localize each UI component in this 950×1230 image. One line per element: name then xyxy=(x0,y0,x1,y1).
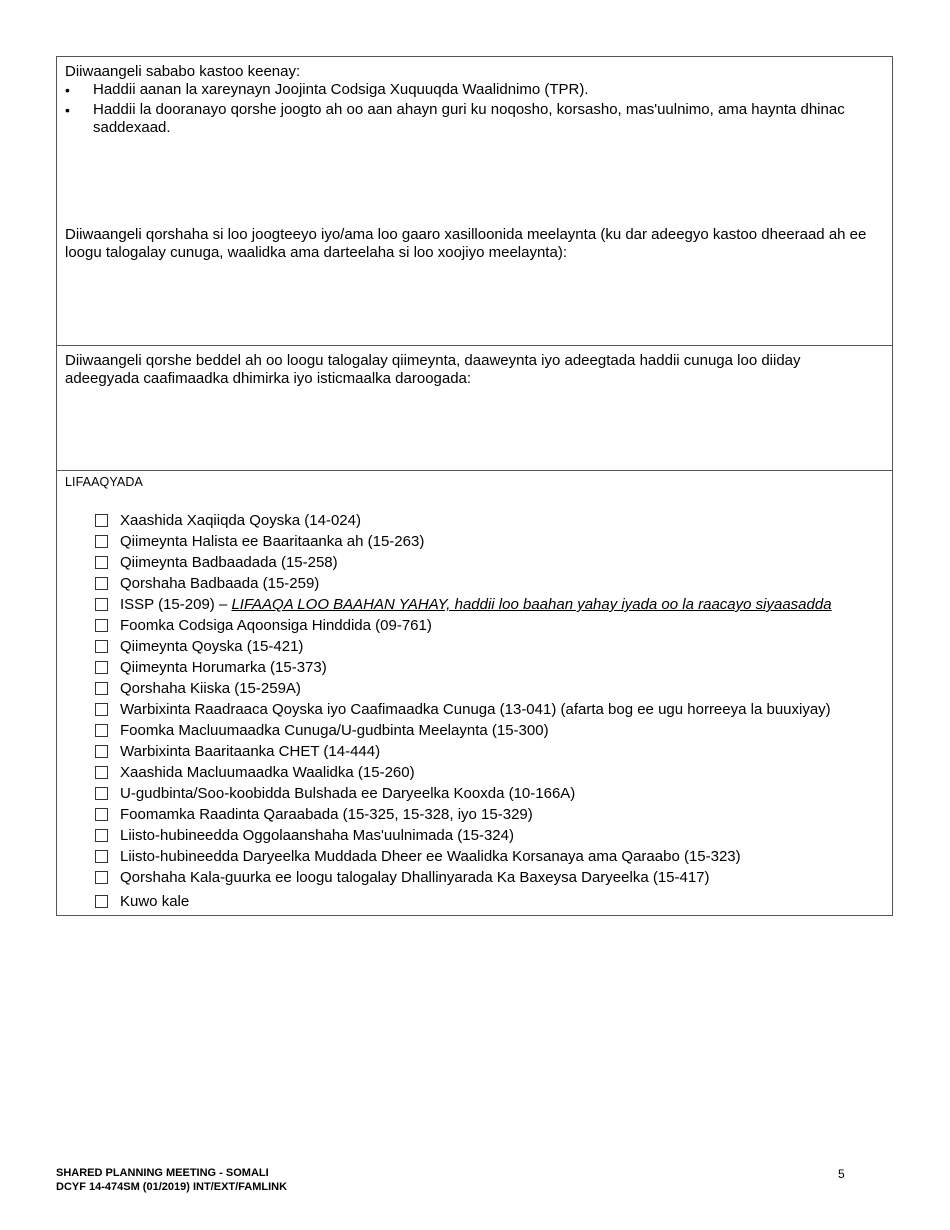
list-item: Xaashida Xaqiiqda Qoyska (14-024) xyxy=(95,510,832,531)
list-item: Foomamka Raadinta Qaraabada (15-325, 15-328, iyo 15-329) xyxy=(95,804,832,825)
list-item: Qorshaha Kiiska (15-259A) xyxy=(95,678,832,699)
checkbox[interactable] xyxy=(95,661,108,674)
attachments-section xyxy=(57,470,892,915)
checkbox[interactable] xyxy=(95,577,108,590)
page-number: 5 xyxy=(838,1167,845,1181)
checkbox[interactable] xyxy=(95,556,108,569)
checkbox[interactable] xyxy=(95,766,108,779)
checkbox[interactable] xyxy=(95,703,108,716)
list-item: Qorshaha Kala-guurka ee loogu talogalay Dhallinyarada Ka Baxeysa Daryeelka (15-417) xyxy=(95,867,832,888)
list-item: Qiimeynta Horumarka (15-373) xyxy=(95,657,832,678)
checkbox[interactable] xyxy=(95,535,108,548)
checkbox[interactable] xyxy=(95,850,108,863)
list-item-other: Kuwo kale xyxy=(95,891,832,912)
footer-form-title: SHARED PLANNING MEETING - SOMALI xyxy=(56,1167,269,1179)
checkbox[interactable] xyxy=(95,724,108,737)
checkbox[interactable] xyxy=(95,808,108,821)
list-item: Qiimeynta Qoyska (15-421) xyxy=(95,636,832,657)
list-item: Warbixinta Baaritaanka CHET (14-444) xyxy=(95,741,832,762)
attachments-list xyxy=(95,510,832,912)
list-item: Warbixinta Raadraaca Qoyska iyo Caafimaadka Cunuga (13-041) (afarta bog ee ugu horreeya la buuxiyay) xyxy=(95,699,832,720)
alternate-plan-input-area[interactable] xyxy=(57,392,892,468)
list-item: U-gudbinta/Soo-koobidda Bulshada ee Daryeelka Kooxda (10-166A) xyxy=(95,783,832,804)
checkbox[interactable] xyxy=(95,598,108,611)
checkbox[interactable] xyxy=(95,787,108,800)
list-item: Qorshaha Badbaada (15-259) xyxy=(95,573,832,594)
checkbox[interactable] xyxy=(95,895,108,908)
list-item: Foomka Macluumaadka Cunuga/U-gudbinta Meelaynta (15-300) xyxy=(95,720,832,741)
footer-form-info xyxy=(56,1166,287,1194)
bullet-icon: • xyxy=(65,82,70,98)
checkbox[interactable] xyxy=(95,619,108,632)
list-item: Qiimeynta Badbaadada (15-258) xyxy=(95,552,832,573)
checkbox[interactable] xyxy=(95,829,108,842)
issp-required-note: LIFAAQA LOO BAAHAN YAHAY, haddii loo baahan yahay iyada oo la raacayo siyaasadda xyxy=(231,596,832,613)
alternate-plan-heading: Diiwaangeli qorshe beddel ah oo loogu talogalay qiimeynta, daaweynta iyo adeegtada haddii cunuga loo diiday adeegyada caafimaadka dhimirka iyo isticmaalka daroogada: xyxy=(65,352,801,387)
checkbox[interactable] xyxy=(95,745,108,758)
stability-plan-input-area[interactable] xyxy=(57,267,892,343)
stability-plan-heading: Diiwaangeli qorshaha si loo joogteeyo iyo/ama loo gaaro xasilloonida meelaynta (ku dar adeegyo kastoo dheeraad ah ee loogu talogalay cunuga, waalidka ama darteelaha si loo xoojiyo meelaynta): xyxy=(65,226,867,261)
checkbox[interactable] xyxy=(95,682,108,695)
list-item: Liisto-hubineedda Oggolaanshaha Mas'uulnimada (15-324) xyxy=(95,825,832,846)
alternate-plan-section xyxy=(57,345,892,470)
checkbox[interactable] xyxy=(95,514,108,527)
reasons-section xyxy=(57,57,892,345)
bullet-icon: • xyxy=(65,102,70,118)
list-item-issp: ISSP (15-209) – LIFAAQA LOO BAAHAN YAHAY, haddii loo baahan yahay iyada oo la raacayo siyaasadda xyxy=(95,594,832,615)
reasons-input-area[interactable] xyxy=(57,137,892,222)
reasons-bullet-list xyxy=(65,81,874,139)
reasons-heading: Diiwaangeli sababo kastoo keenay: xyxy=(65,63,301,80)
footer-form-number: DCYF 14-474SM (01/2019) INT/EXT/FAMLINK xyxy=(56,1181,288,1193)
checkbox[interactable] xyxy=(95,871,108,884)
list-item: • Haddii aanan la xareynayn Joojinta Codsiga Xuquuqda Waalidnimo (TPR). xyxy=(65,81,589,98)
list-item: Xaashida Macluumaadka Waalidka (15-260) xyxy=(95,762,832,783)
list-item: Foomka Codsiga Aqoonsiga Hinddida (09-761) xyxy=(95,615,832,636)
checkbox[interactable] xyxy=(95,640,108,653)
list-item: Qiimeynta Halista ee Baaritaanka ah (15-263) xyxy=(95,531,832,552)
list-item: Liisto-hubineedda Daryeelka Muddada Dheer ee Waalidka Korsanaya ama Qaraabo (15-323) xyxy=(95,846,832,867)
list-item: • Haddii la dooranayo qorshe joogto ah oo aan ahayn guri ku noqosho, korsasho, mas'uulnimo, ama haynta dhinac saddexaad. xyxy=(65,101,845,136)
form-table xyxy=(56,56,893,916)
attachments-label: LIFAAQYADA xyxy=(65,475,143,489)
